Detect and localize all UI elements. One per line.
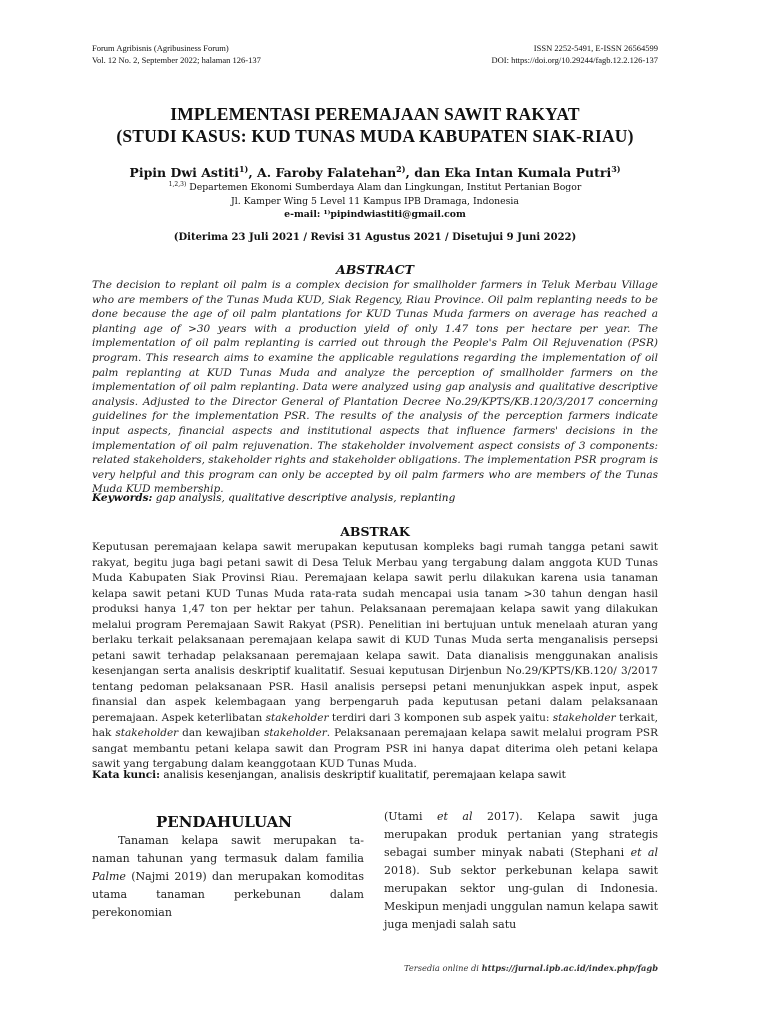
page-footer <box>404 963 658 973</box>
affiliation-mark: 1,2,3) <box>168 181 187 188</box>
issn: ISSN 2252-5491, E-ISSN 26564599 <box>533 43 658 53</box>
keywords-list: gap analysis, qualitative descriptive analysis, replanting <box>152 492 456 504</box>
abstract-heading: ABSTRACT <box>336 262 414 277</box>
intro-right-italic: et al <box>630 846 658 859</box>
intro-right-text: 2017). Kelapa sawit juga merupakan produk pertanian yang strategis sebagai sumber minyak nabati (Stephani <box>384 810 658 859</box>
kata-kunci <box>92 769 658 781</box>
affiliation-line-2: Jl. Kamper Wing 5 Level 11 Kampus IPB Dramaga, Indonesia <box>231 195 519 207</box>
footer-prefix: Tersedia online di <box>403 963 482 973</box>
author-3-mark: 3) <box>611 164 621 174</box>
intro-left-text: (Najmi 2019) dan merupakan komoditas utama tanaman perkebunan dalam perekonomian <box>92 870 364 919</box>
paper-title <box>92 103 658 147</box>
intro-column-left <box>92 832 364 922</box>
abstrak-part: Keputusan peremajaan kelapa sawit merupakan keputusan kompleks bagi rumah tangga petani sawit rakyat, begitu juga bagi petani sawit di Desa Teluk Merbau yang tergabung dalam anggota KUD Tunas Muda Kabupaten Siak Provinsi Riau. Peremajaan kelapa sawit perlu dilakukan karena usia tanaman kelapa sawit petani KUD Tunas Muda rata-rata sudah mencapai usia tanam >30 tahun dengan hasil produksi hanya 1,47 ton per hektar per tahun. Pelaksanaan peremajaan kelapa sawit yang dilakukan melalui program Peremajaan Sawit Rakyat (PSR). Penelitian ini bertujuan untuk menelaah aturan yang berlaku terkait pelaksanaan peremajaan kelapa sawit di KUD Tunas Muda serta menganalisis persepsi petani sawit terhadap pelaksanaan peremajaan kelapa sawit. Data dianalisis menggunakan analisis kesenjangan serta analisis deskriptif kualitatif. Sesuai keputusan Dirjenbun No.29/KPTS/KB.120/ 3/2017 tentang pedoman pelaksanaan PSR. Hasil analisis persepsi petani menunjukkan aspek input, aspek finansial dan aspek kelembagaan yang berpengaruh pada keputusan petani dalam pelaksanaan peremajaan. Aspek keterlibatan <box>92 541 658 724</box>
author-1: Pipin Dwi Astiti <box>129 165 239 181</box>
intro-left-text: Tanaman kelapa sawit merupakan ta-naman tahunan yang termasuk dalam familia <box>92 834 364 865</box>
submission-dates: (Diterima 23 Juli 2021 / Revisi 31 Agustus 2021 / Disetujui 9 Juni 2022) <box>173 232 577 243</box>
kata-kunci-label: Kata kunci: <box>92 769 161 781</box>
abstrak-italic: stakeholder <box>552 711 616 724</box>
abstrak-part: terdiri dari 3 komponen sub aspek yaitu: <box>328 711 553 724</box>
abstrak-italic: stakeholder <box>265 711 329 724</box>
author-3: , dan Eka Intan Kumala Putri <box>405 165 612 181</box>
journal-name: Forum Agribisnis (Agribusiness Forum) <box>92 43 229 53</box>
doi-link[interactable]: DOI: https://doi.org/10.29244/fagb.12.2.126-137 <box>491 55 658 65</box>
journal-header-right <box>491 42 658 66</box>
affiliation-line-1: Departemen Ekonomi Sumberdaya Alam dan Lingkungan, Institut Pertanian Bogor <box>186 182 582 194</box>
affiliation <box>92 178 658 222</box>
journal-header-left <box>92 42 261 66</box>
journal-volume: Vol. 12 No. 2, September 2022; halaman 126-137 <box>92 55 261 65</box>
footer-url-link[interactable]: https://jurnal.ipb.ac.id/index.php/fagb <box>481 963 658 973</box>
author-2: , A. Faroby Falatehan <box>248 165 397 181</box>
intro-left-italic: Palme <box>92 870 126 883</box>
title-line-2: (STUDI KASUS: KUD TUNAS MUDA KABUPATEN SIAK-RIAU) <box>116 126 634 146</box>
kata-kunci-list: analisis kesenjangan, analisis deskriptif kualitatif, peremajaan kelapa sawit <box>160 769 566 781</box>
title-line-1: IMPLEMENTASI PEREMAJAAN SAWIT RAKYAT <box>170 104 580 124</box>
intro-column-right <box>384 808 658 934</box>
abstrak-part: terkait, hak <box>92 711 658 739</box>
intro-right-text: 2018). Sub sektor perkebunan kelapa sawit merupakan sektor ung-gulan di Indonesia. Meskipun menjadi unggulan namun kelapa sawit juga menjadi salah satu <box>384 864 658 931</box>
section-heading-pendahuluan: PENDAHULUAN <box>155 813 293 831</box>
author-email[interactable]: e-mail: ¹⁾pipindwiastiti@gmail.com <box>284 209 466 221</box>
author-2-mark: 2) <box>396 164 406 174</box>
abstrak-heading: ABSTRAK <box>340 524 410 539</box>
abstrak-part: dan kewajiban <box>178 727 264 739</box>
keywords <box>92 492 658 504</box>
intro-right-italic: et al <box>436 810 473 823</box>
abstrak-text <box>92 540 658 773</box>
abstrak-part: . Pelaksanaan peremajaan kelapa sawit melalui program PSR sangat membantu petani kelapa sawit dan Program PSR ini hanya dapat diterima oleh petani kelapa sawit yang tergabung dalam keanggotaan KUD Tunas Muda. <box>92 727 658 770</box>
author-1-mark: 1) <box>238 164 249 174</box>
abstrak-italic: stakeholder <box>263 727 327 739</box>
abstract-text: The decision to replant oil palm is a complex decision for smallholder farmers in Teluk Merbau Village who are members of the Tunas Muda KUD, Siak Regency, Riau Province. Oil palm replanting needs to be done because the age of oil palm plantations for KUD Tunas Muda farmers on average has reached a planting age of >30 years with a production yield of only 1.47 tons per hectare per year. The implementation of oil palm replanting is carried out through the People's Palm Oil Rejuvenation (PSR) program. This research aims to examine the applicable regulations regarding the implementation of oil palm replanting at KUD Tunas Muda and analyze the perception of smallholder farmers on the implementation of oil palm replanting. Data were analyzed using gap analysis and qualitative descriptive analysis. Adjusted to the Director General of Plantation Decree No.29/KPTS/KB.120/3/2017 concerning guidelines for the implementation PSR. The results of the analysis of the perception farmers indicate input aspects, financial aspects and institutional aspects that influence farmers' decisions in the implementation of oil palm rejuvenation. The stakeholder involvement aspect consists of 3 components: related stakeholders, stakeholder rights and stakeholder obligations. The implementation PSR program is very helpful and this program can only be accepted by oil palm farmers who are members of the Tunas Muda KUD membership. <box>92 279 658 496</box>
keywords-label: Keywords: <box>92 492 153 504</box>
abstrak-italic: stakeholder <box>115 727 179 739</box>
intro-right-text: (Utami <box>384 810 437 823</box>
